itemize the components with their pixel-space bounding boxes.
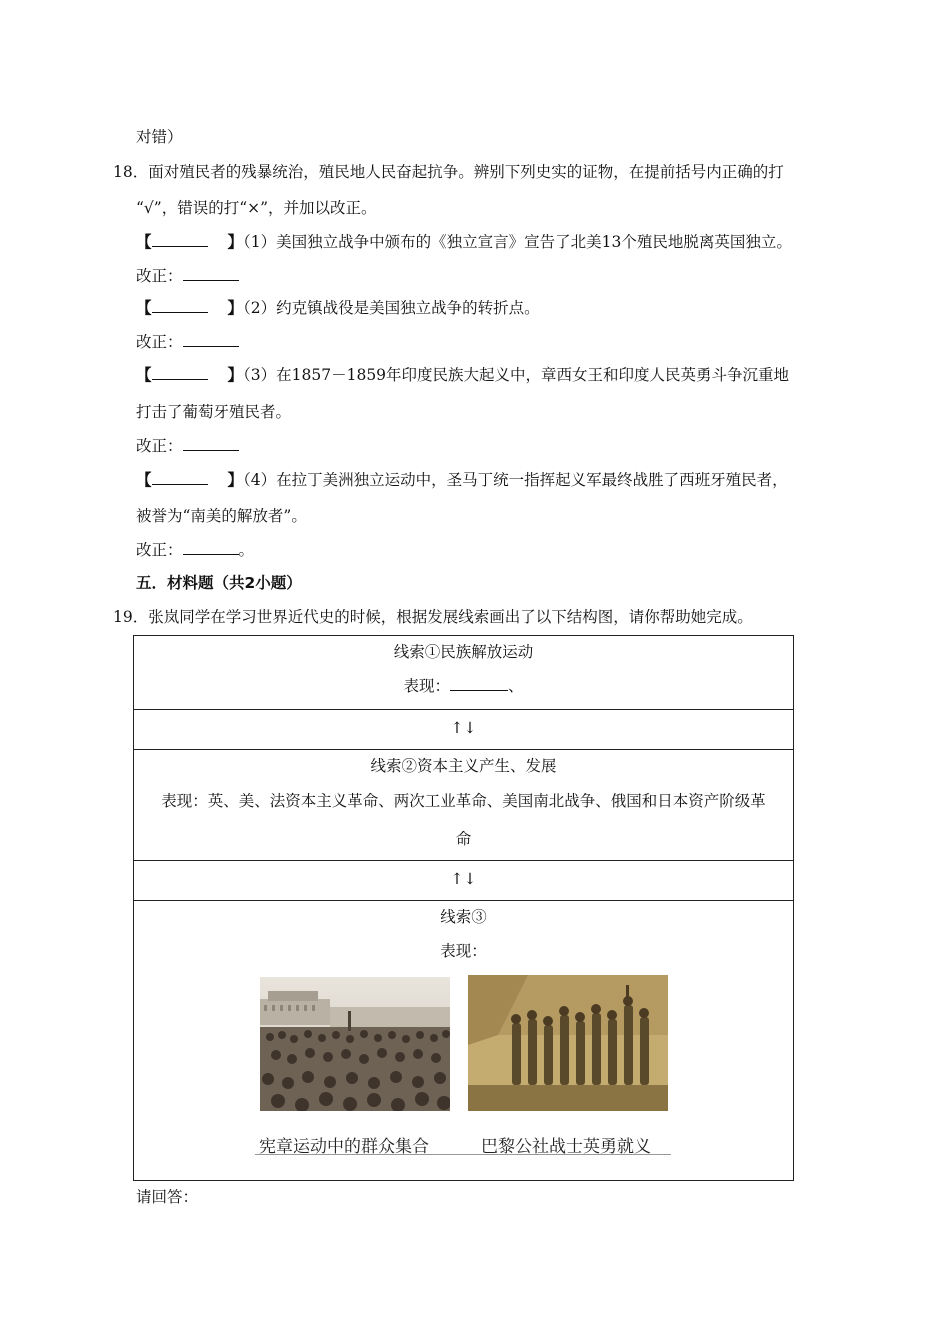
correction-3 <box>136 436 239 456</box>
answer-prompt: 请回答： <box>136 1188 199 1206</box>
q18-item-3-cont: 打击了葡萄牙殖民者。 <box>136 403 292 421</box>
clue2-title: 线索②资本主义产生、发展 <box>370 757 557 775</box>
chartist-rally-image <box>260 977 450 1111</box>
bracket-close: 】 <box>227 470 244 489</box>
q18-item-1 <box>136 232 792 252</box>
section-title: 五．材料题（共2小题） <box>136 574 302 592</box>
arrow-cell-1 <box>134 710 794 750</box>
clue3-title: 线索③ <box>440 908 487 926</box>
judge-blank-1[interactable] <box>152 232 208 247</box>
correction-label: 改正： <box>136 267 183 285</box>
correction-1 <box>136 266 239 286</box>
caption-right: 巴黎公社战士英勇就义 <box>481 1137 651 1157</box>
q18-stem-line2: “√”，错误的打“×”，并加以改正。 <box>136 199 377 217</box>
clue2-line2: 命 <box>455 830 472 848</box>
clue1-label: 表现： <box>403 677 450 695</box>
clue1-title: 线索①民族解放运动 <box>393 643 534 661</box>
clue1-line <box>134 676 793 696</box>
correction-label: 改正： <box>136 333 183 351</box>
clue1-cell <box>134 636 794 710</box>
q18-item-3 <box>136 365 789 385</box>
bracket-close: 】 <box>227 298 244 317</box>
q18-stem-line1: 18．面对殖民者的残暴统治，殖民地人民奋起抗争。辨别下列史实的证物，在提前括号内正确的打 <box>113 163 784 181</box>
correction-4 <box>136 540 254 560</box>
q18-item-4 <box>136 470 788 490</box>
clue2-cell <box>134 750 794 861</box>
clue3-label: 表现： <box>440 942 487 960</box>
q18-item-2-text: （2）约克镇战役是美国独立战争的转折点。 <box>243 299 540 317</box>
q18-item-2 <box>136 298 540 318</box>
clue2-line1: 表现：英、美、法资本主义革命、两次工业革命、美国南北战争、俄国和日本资产阶级革 <box>161 792 766 810</box>
updown-arrows-icon: ↑↓ <box>450 719 477 737</box>
final-period: 。 <box>238 541 255 559</box>
q18-item-4-cont: 被誉为“南美的解放者”。 <box>136 507 307 525</box>
clue1-blank[interactable] <box>450 676 508 691</box>
top-fragment: 对错） <box>136 128 183 146</box>
correction-label: 改正： <box>136 541 183 559</box>
figure-history-images <box>255 972 675 1157</box>
q18-item-1-text: （1）美国独立战争中颁布的《独立宣言》宣告了北美13个殖民地脱离英国独立。 <box>243 233 792 251</box>
paris-commune-execution-image <box>468 975 668 1111</box>
bracket-open: 【 <box>136 365 152 384</box>
q19-stem: 19．张岚同学在学习世界近代史的时候，根据发展线索画出了以下结构图，请你帮助她完成。 <box>113 608 753 626</box>
caption-left: 宪章运动中的群众集合 <box>259 1137 429 1157</box>
bracket-close: 】 <box>227 365 244 384</box>
arrow-cell-2 <box>134 861 794 901</box>
q18-item-4-text: （4）在拉丁美洲独立运动中，圣马丁统一指挥起义军最终战胜了西班牙殖民者， <box>243 471 788 489</box>
bracket-open: 【 <box>136 470 152 489</box>
clue1-after: 、 <box>508 677 524 695</box>
correction-blank-1[interactable] <box>183 266 239 281</box>
judge-blank-2[interactable] <box>152 298 208 313</box>
judge-blank-3[interactable] <box>152 365 208 380</box>
correction-2 <box>136 332 239 352</box>
bracket-open: 【 <box>136 232 152 251</box>
correction-blank-3[interactable] <box>183 436 239 451</box>
correction-blank-4[interactable] <box>183 540 239 555</box>
q18-item-3-text: （3）在1857－1859年印度民族大起义中，章西女王和印度人民英勇斗争沉重地 <box>243 366 790 384</box>
bracket-close: 】 <box>227 232 244 251</box>
judge-blank-4[interactable] <box>152 470 208 485</box>
caption-rule <box>255 1154 671 1155</box>
correction-label: 改正： <box>136 437 183 455</box>
updown-arrows-icon: ↑↓ <box>450 870 477 888</box>
correction-blank-2[interactable] <box>183 332 239 347</box>
bracket-open: 【 <box>136 298 152 317</box>
